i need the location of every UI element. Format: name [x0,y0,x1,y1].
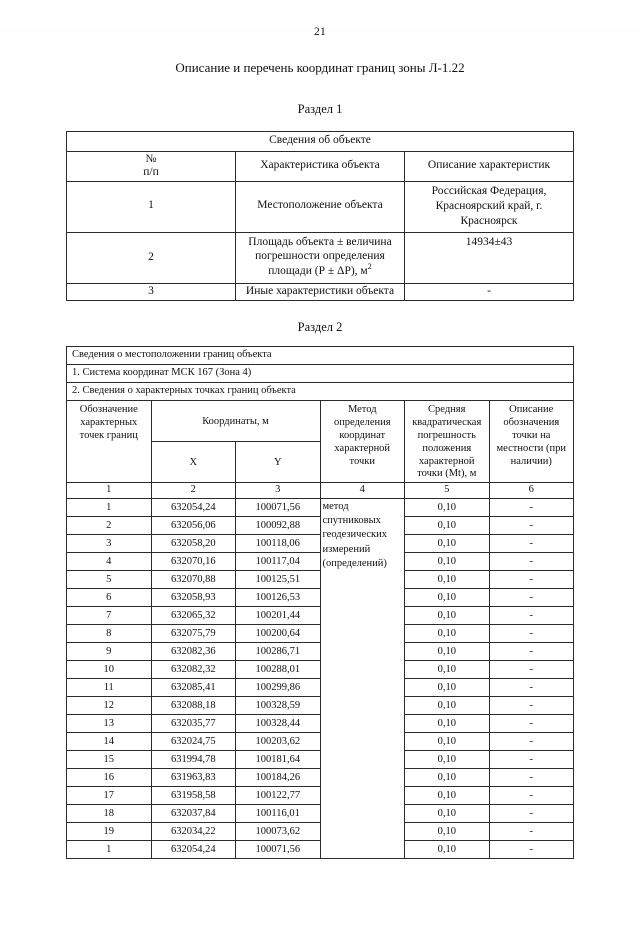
point-coord-y: 100118,06 [236,535,321,553]
point-mse: 0,10 [405,679,490,697]
header-number-line2: п/п [143,166,159,179]
point-mse: 0,10 [405,643,490,661]
row-characteristic: Иные характеристики объекта [236,284,405,301]
point-mse: 0,10 [405,535,490,553]
row-description: - [405,284,574,301]
table-row-lead [67,365,574,383]
point-designation: 4 [67,553,152,571]
object-info-table [66,131,574,301]
point-coord-y: 100200,64 [236,625,321,643]
row-characteristic [236,232,405,284]
table-row-lead [67,346,574,364]
column-number-1: 1 [67,483,152,499]
object-info-caption: Сведения об объекте [67,132,574,152]
point-coord-y: 100181,64 [236,751,321,769]
header-method: Метод определения координат характерной точки [320,401,405,483]
point-coord-x: 632082,32 [151,661,236,679]
point-note: - [489,553,574,571]
table-row-header [67,151,574,181]
point-mse: 0,10 [405,841,490,859]
point-designation: 16 [67,769,152,787]
point-designation: 13 [67,715,152,733]
table-row-lead [67,383,574,401]
point-coord-y: 100184,26 [236,769,321,787]
point-coord-x: 632058,93 [151,589,236,607]
point-coord-x: 632058,20 [151,535,236,553]
area-label-line1: Площадь объекта ± величина [248,235,392,248]
point-mse: 0,10 [405,607,490,625]
point-coord-y: 100288,01 [236,661,321,679]
point-coord-y: 100071,56 [236,499,321,517]
point-note: - [489,679,574,697]
point-coord-x: 631963,83 [151,769,236,787]
row-characteristic: Местоположение объекта [236,181,405,232]
point-coord-x: 632035,77 [151,715,236,733]
table-row [67,499,574,517]
area-label-line3: площади (Р ± ΔР), м [268,265,368,278]
point-note: - [489,589,574,607]
table-row-header-group [67,401,574,442]
point-designation: 8 [67,625,152,643]
point-designation: 17 [67,787,152,805]
point-mse: 0,10 [405,571,490,589]
point-note: - [489,643,574,661]
section-1-label: Раздел 1 [297,102,343,116]
point-designation: 15 [67,751,152,769]
table-row-caption [67,132,574,152]
point-coord-x: 632070,88 [151,571,236,589]
point-coord-x: 632088,18 [151,697,236,715]
point-coord-x: 632065,32 [151,607,236,625]
point-coord-y: 100203,62 [236,733,321,751]
area-unit-superscript: 2 [367,262,372,272]
point-coord-x: 632054,24 [151,499,236,517]
point-note: - [489,661,574,679]
coordinate-system-row: 1. Система координат МСК 167 (Зона 4) [67,365,574,383]
header-coord-x: X [151,442,236,483]
point-note: - [489,625,574,643]
header-number [67,151,236,181]
point-note: - [489,805,574,823]
point-coord-y: 100286,71 [236,643,321,661]
point-note: - [489,715,574,733]
point-coord-x: 631958,58 [151,787,236,805]
header-characteristic: Характеристика объекта [236,151,405,181]
point-coord-y: 100116,01 [236,805,321,823]
point-mse: 0,10 [405,787,490,805]
table-row-column-numbers [67,483,574,499]
point-note: - [489,517,574,535]
point-coord-y: 100328,44 [236,715,321,733]
point-mse: 0,10 [405,733,490,751]
point-coord-x: 632085,41 [151,679,236,697]
point-mse: 0,10 [405,715,490,733]
point-coord-y: 100126,53 [236,589,321,607]
point-note: - [489,841,574,859]
point-coord-x: 632034,22 [151,823,236,841]
column-number-2: 2 [151,483,236,499]
point-coord-x: 632037,84 [151,805,236,823]
section-2-label: Раздел 2 [297,319,343,334]
point-note: - [489,499,574,517]
table-row [67,181,574,232]
point-designation: 19 [67,823,152,841]
point-coord-y: 100328,59 [236,697,321,715]
header-coordinates-group: Координаты, м [151,401,320,442]
point-coord-y: 100122,77 [236,787,321,805]
header-designation: Обозначение характерных точек границ [67,401,152,483]
point-mse: 0,10 [405,589,490,607]
point-coord-y: 100117,04 [236,553,321,571]
point-mse: 0,10 [405,553,490,571]
table-row [67,284,574,301]
column-number-3: 3 [236,483,321,499]
point-note: - [489,769,574,787]
point-designation: 11 [67,679,152,697]
row-number: 2 [67,232,236,284]
point-designation: 6 [67,589,152,607]
point-mse: 0,10 [405,751,490,769]
point-note: - [489,571,574,589]
point-coord-y: 100071,56 [236,841,321,859]
point-note: - [489,823,574,841]
header-coord-y: Y [236,442,321,483]
row-description: Российская Федерация, Красноярский край, г. Красноярск [405,181,574,232]
point-designation: 18 [67,805,152,823]
method-cell: метод спутниковых геодезических измерений (определений) [320,499,405,859]
point-note: - [489,697,574,715]
point-coord-y: 100092,88 [236,517,321,535]
point-note: - [489,733,574,751]
point-note: - [489,787,574,805]
point-designation: 1 [67,841,152,859]
point-mse: 0,10 [405,823,490,841]
document-title: Описание и перечень координат границ зоны Л-1.22 [175,60,465,75]
area-label-line2: погрешности определения [255,250,385,263]
point-coord-x: 632024,75 [151,733,236,751]
point-mse: 0,10 [405,697,490,715]
boundary-info-caption: Сведения о местоположении границ объекта [67,346,574,364]
point-mse: 0,10 [405,661,490,679]
point-designation: 12 [67,697,152,715]
point-note: - [489,751,574,769]
point-note: - [489,535,574,553]
point-coord-y: 100125,51 [236,571,321,589]
point-mse: 0,10 [405,805,490,823]
row-number: 3 [67,284,236,301]
table-row [67,232,574,284]
point-designation: 7 [67,607,152,625]
boundary-points-body [67,499,574,859]
header-note: Описание обозначения точки на местности (при наличии) [489,401,574,483]
header-description: Описание характеристик [405,151,574,181]
point-coord-y: 100201,44 [236,607,321,625]
boundary-points-table [66,346,574,859]
point-coord-y: 100073,62 [236,823,321,841]
point-designation: 14 [67,733,152,751]
point-coord-x: 632056,06 [151,517,236,535]
document-page [0,26,640,931]
point-coord-x: 632054,24 [151,841,236,859]
point-coord-x: 632070,16 [151,553,236,571]
point-designation: 9 [67,643,152,661]
point-designation: 3 [67,535,152,553]
point-mse: 0,10 [405,517,490,535]
point-coord-x: 631994,78 [151,751,236,769]
header-mse: Средняя квадратическая погрешность положения характерной точки (Mt), м [405,401,490,483]
point-coord-y: 100299,86 [236,679,321,697]
point-note: - [489,607,574,625]
point-designation: 10 [67,661,152,679]
header-number-line1: № [145,152,157,165]
point-coord-x: 632075,79 [151,625,236,643]
point-coord-x: 632082,36 [151,643,236,661]
characteristic-points-row: 2. Сведения о характерных точках границ объекта [67,383,574,401]
point-designation: 2 [67,517,152,535]
row-number: 1 [67,181,236,232]
row-description: 14934±43 [405,232,574,284]
point-mse: 0,10 [405,625,490,643]
point-mse: 0,10 [405,499,490,517]
point-designation: 1 [67,499,152,517]
column-number-5: 5 [405,483,490,499]
point-designation: 5 [67,571,152,589]
point-mse: 0,10 [405,769,490,787]
column-number-4: 4 [320,483,405,499]
column-number-6: 6 [489,483,574,499]
page-number: 21 [314,26,326,38]
